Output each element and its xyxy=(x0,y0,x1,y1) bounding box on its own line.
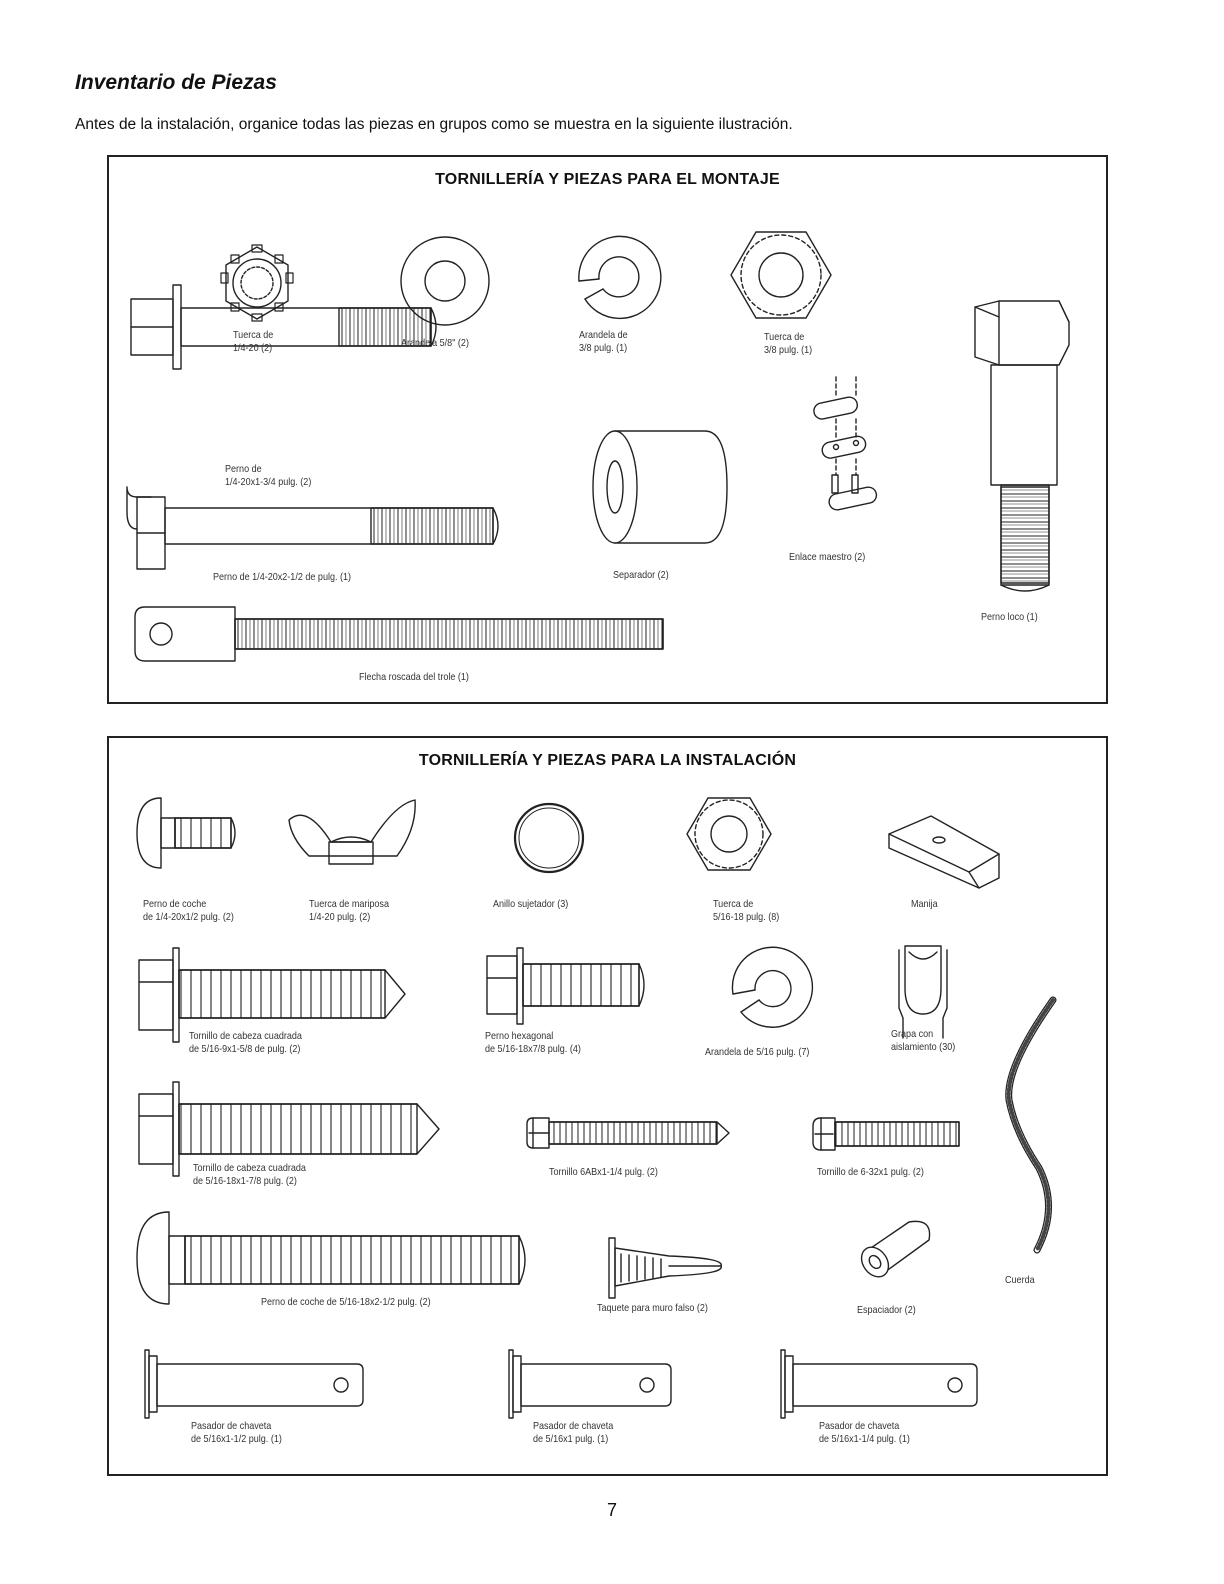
bolt-long-label: Perno de 1/4-20x2-1/2 de pulg. (1) xyxy=(213,571,352,583)
split-washer-icon xyxy=(732,947,812,1027)
hex-nut-small-icon xyxy=(687,798,771,870)
clevis-pin-long-label: Pasador de chaveta de 5/16x1-1/2 pulg. (1) xyxy=(191,1420,282,1445)
assembly-hardware-panel xyxy=(107,155,1108,704)
intro-text: Antes de la instalación, organice todas las piezas en grupos como se muestra en la siguiente ilustración. xyxy=(75,116,793,133)
clevis-pin-long-icon xyxy=(145,1350,363,1418)
hex-nut-small-label: Tuerca de 5/16-18 pulg. (8) xyxy=(713,898,780,923)
sheet-metal-screw-label: Tornillo 6ABx1-1/4 pulg. (2) xyxy=(549,1166,658,1178)
threaded-shaft-label: Flecha roscada del trole (1) xyxy=(359,671,469,683)
drywall-anchor-label: Taquete para muro falso (2) xyxy=(597,1302,708,1314)
retaining-ring-icon xyxy=(515,804,583,872)
spacer-icon xyxy=(593,431,727,543)
installation-hardware-panel xyxy=(107,736,1108,1476)
master-link-icon xyxy=(812,377,877,511)
split-washer-label: Arandela de 5/16 pulg. (7) xyxy=(705,1046,810,1058)
bolt-long-icon xyxy=(127,487,498,569)
clevis-pin-short-label: Pasador de chaveta de 5/16x1 pulg. (1) xyxy=(533,1420,614,1445)
master-link-label: Enlace maestro (2) xyxy=(789,551,866,563)
lock-washer-icon xyxy=(579,236,661,318)
carriage-bolt-small-label: Perno de coche de 1/4-20x1/2 pulg. (2) xyxy=(143,898,234,923)
idler-bolt-label: Perno loco (1) xyxy=(981,611,1038,623)
handle-label: Manija xyxy=(911,898,938,910)
machine-screw-icon xyxy=(813,1118,959,1150)
rope-icon xyxy=(1009,1000,1053,1250)
spacer-small-icon xyxy=(856,1221,930,1282)
rope-label: Cuerda xyxy=(1005,1274,1035,1286)
clevis-pin-short-icon xyxy=(509,1350,671,1418)
carriage-bolt-long-label: Perno de coche de 5/16-18x2-1/2 pulg. (2) xyxy=(261,1296,431,1308)
spacer-small-label: Espaciador (2) xyxy=(857,1304,916,1316)
lock-nut-icon xyxy=(221,245,293,321)
wing-nut-label: Tuerca de mariposa 1/4-20 pulg. (2) xyxy=(309,898,389,923)
machine-screw-label: Tornillo de 6-32x1 pulg. (2) xyxy=(817,1166,924,1178)
hex-bolt-label: Perno hexagonal de 5/16-18x7/8 pulg. (4) xyxy=(485,1030,581,1055)
hex-nut-icon xyxy=(731,232,831,318)
clevis-pin-medium-icon xyxy=(781,1350,977,1418)
bolt-short-label: Perno de 1/4-20x1-3/4 pulg. (2) xyxy=(225,463,312,488)
assembly-panel-title: TORNILLERÍA Y PIEZAS PARA EL MONTAJE xyxy=(435,171,780,188)
assembly-illustrations xyxy=(109,157,1106,702)
carriage-bolt-long-icon xyxy=(137,1212,525,1304)
installation-panel-title: TORNILLERÍA Y PIEZAS PARA LA INSTALACIÓN xyxy=(418,752,797,769)
hex-nut-label: Tuerca de 3/8 pulg. (1) xyxy=(764,331,813,356)
installation-illustrations xyxy=(109,738,1106,1474)
lag-screw-short-icon xyxy=(139,948,405,1042)
handle-icon xyxy=(889,816,999,888)
insulated-staple-icon xyxy=(899,946,947,1038)
lock-nut-label: Tuerca de 1/4-20 (2) xyxy=(233,329,274,354)
hex-bolt-icon xyxy=(487,948,644,1024)
section-heading: Inventario de Piezas xyxy=(75,71,277,94)
clevis-pin-medium-label: Pasador de chaveta de 5/16x1-1/4 pulg. (1) xyxy=(819,1420,910,1445)
retaining-ring-label: Anillo sujetador (3) xyxy=(493,898,569,910)
insulated-staple-label: Grapa con aislamiento (30) xyxy=(891,1028,956,1053)
drywall-anchor-icon xyxy=(609,1238,721,1298)
spacer-label: Separador (2) xyxy=(613,569,669,581)
threaded-shaft-icon xyxy=(135,607,663,661)
washer-label: Arandela 5/8" (2) xyxy=(401,337,469,349)
wing-nut-icon xyxy=(289,800,415,864)
lag-screw-short-label: Tornillo de cabeza cuadrada de 5/16-9x1-5/8 de pulg. (2) xyxy=(189,1030,302,1055)
idler-bolt-icon xyxy=(975,301,1069,591)
sheet-metal-screw-icon xyxy=(527,1118,729,1148)
bolt-short-icon xyxy=(131,285,436,369)
lag-screw-long-label: Tornillo de cabeza cuadrada de 5/16-18x1-7/8 pulg. (2) xyxy=(193,1162,306,1187)
lock-washer-label: Arandela de 3/8 pulg. (1) xyxy=(579,329,628,354)
carriage-bolt-small-icon xyxy=(137,798,235,868)
page-number: 7 xyxy=(606,1500,617,1520)
